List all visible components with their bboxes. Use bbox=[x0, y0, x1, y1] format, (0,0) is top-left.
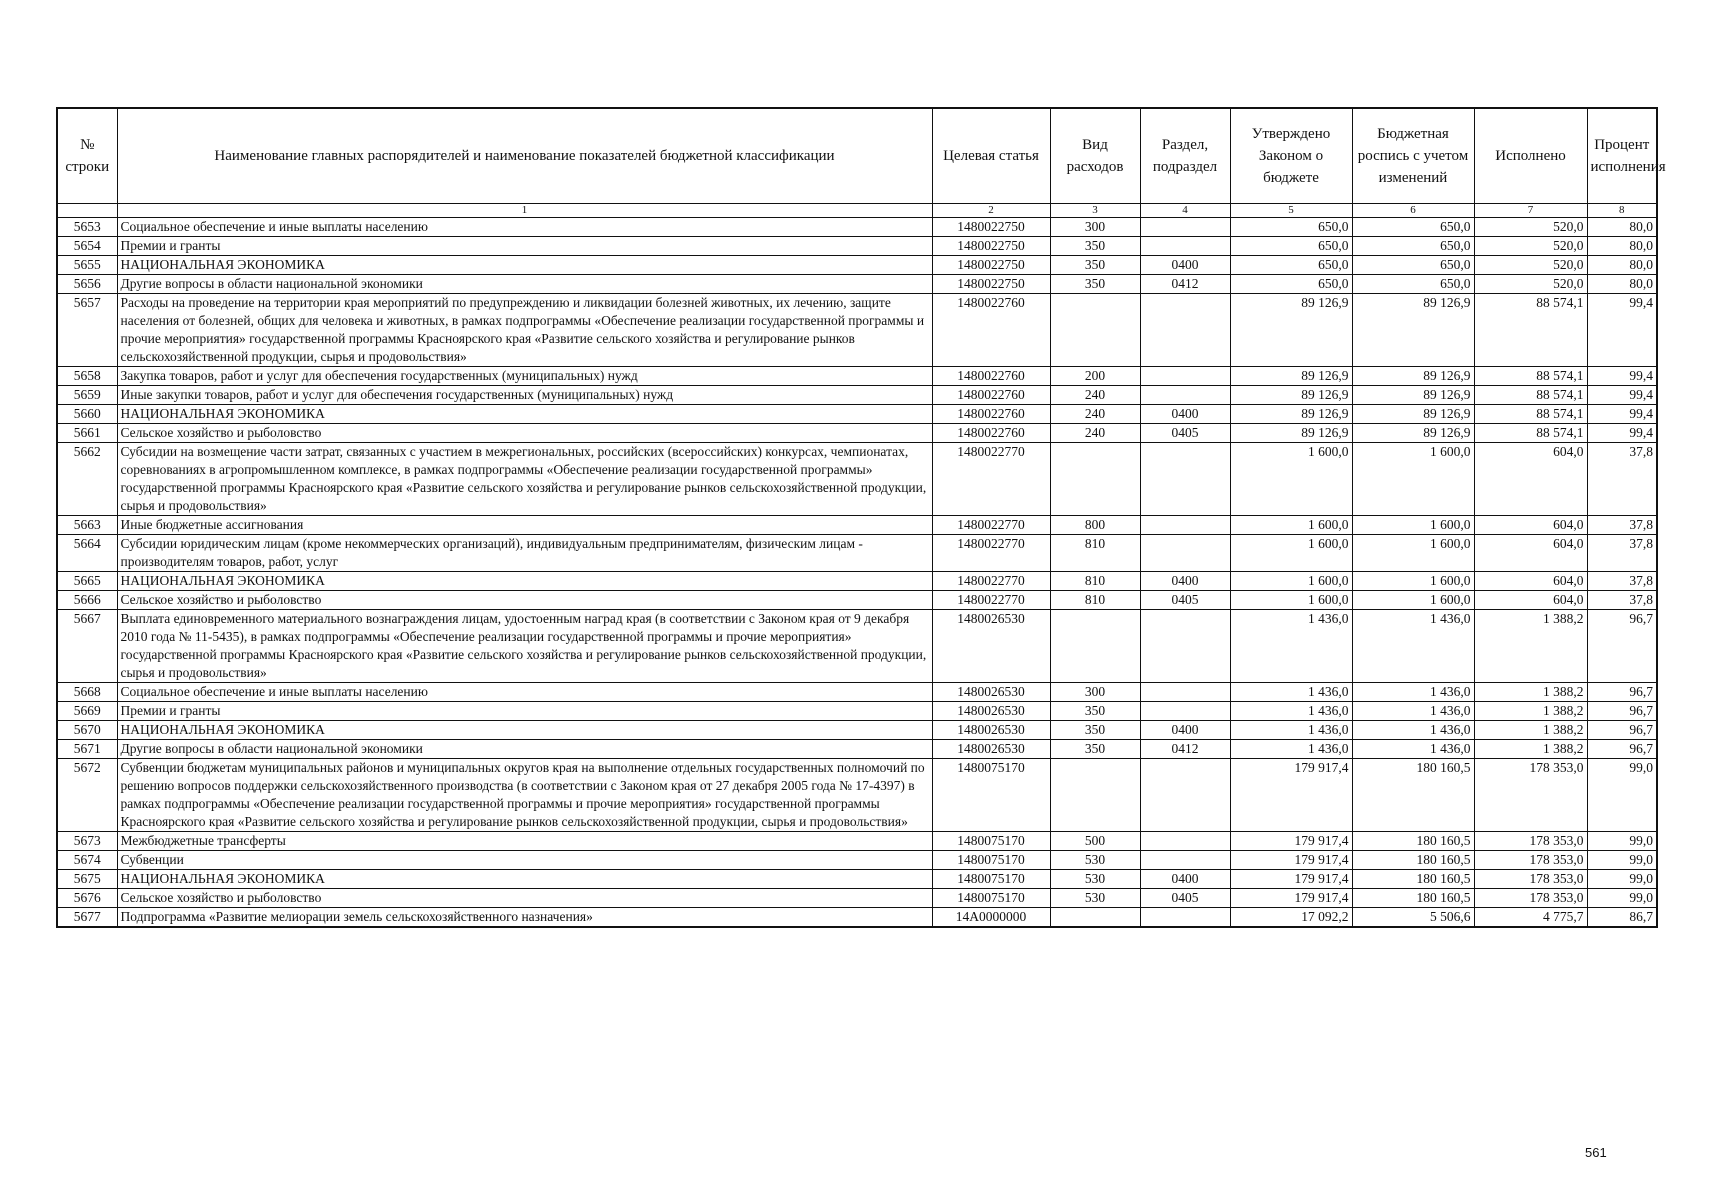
cell-kcsr: 1480022770 bbox=[932, 443, 1050, 516]
cell-approved: 1 436,0 bbox=[1230, 702, 1352, 721]
cell-rz bbox=[1140, 759, 1230, 832]
cell-vr: 810 bbox=[1050, 591, 1140, 610]
cell-schedule: 650,0 bbox=[1352, 237, 1474, 256]
cell-kcsr: 14А0000000 bbox=[932, 908, 1050, 928]
cell-executed: 178 353,0 bbox=[1474, 870, 1587, 889]
cell-name: Другие вопросы в области национальной экономики bbox=[117, 740, 932, 759]
cell-executed: 4 775,7 bbox=[1474, 908, 1587, 928]
cell-percent: 99,4 bbox=[1587, 405, 1657, 424]
cell-vr bbox=[1050, 759, 1140, 832]
cell-schedule: 650,0 bbox=[1352, 256, 1474, 275]
cell-percent: 99,0 bbox=[1587, 851, 1657, 870]
cell-vr: 300 bbox=[1050, 218, 1140, 237]
cell-schedule: 1 436,0 bbox=[1352, 721, 1474, 740]
cell-num: 5675 bbox=[57, 870, 117, 889]
col-number-blank bbox=[57, 204, 117, 218]
cell-percent: 99,0 bbox=[1587, 759, 1657, 832]
cell-num: 5662 bbox=[57, 443, 117, 516]
cell-percent: 37,8 bbox=[1587, 443, 1657, 516]
cell-percent: 37,8 bbox=[1587, 535, 1657, 572]
col-number: 4 bbox=[1140, 204, 1230, 218]
table-row bbox=[57, 367, 1657, 386]
cell-kcsr: 1480075170 bbox=[932, 832, 1050, 851]
cell-rz: 0400 bbox=[1140, 256, 1230, 275]
cell-approved: 179 917,4 bbox=[1230, 870, 1352, 889]
cell-approved: 179 917,4 bbox=[1230, 759, 1352, 832]
col-header-approved: Утверждено Законом о бюджете bbox=[1230, 108, 1352, 204]
cell-schedule: 89 126,9 bbox=[1352, 294, 1474, 367]
cell-approved: 1 600,0 bbox=[1230, 591, 1352, 610]
cell-percent: 80,0 bbox=[1587, 256, 1657, 275]
cell-kcsr: 1480026530 bbox=[932, 721, 1050, 740]
table-row bbox=[57, 294, 1657, 367]
cell-rz: 0400 bbox=[1140, 572, 1230, 591]
cell-num: 5664 bbox=[57, 535, 117, 572]
cell-executed: 178 353,0 bbox=[1474, 851, 1587, 870]
table-row bbox=[57, 572, 1657, 591]
cell-vr: 350 bbox=[1050, 740, 1140, 759]
cell-rz: 0400 bbox=[1140, 870, 1230, 889]
table-row bbox=[57, 256, 1657, 275]
col-header-percent: Процент исполнения bbox=[1587, 108, 1657, 204]
cell-schedule: 1 436,0 bbox=[1352, 740, 1474, 759]
cell-schedule: 180 160,5 bbox=[1352, 870, 1474, 889]
cell-num: 5667 bbox=[57, 610, 117, 683]
cell-kcsr: 1480022770 bbox=[932, 591, 1050, 610]
cell-vr: 350 bbox=[1050, 237, 1140, 256]
table-row bbox=[57, 702, 1657, 721]
table-row bbox=[57, 443, 1657, 516]
cell-vr: 240 bbox=[1050, 386, 1140, 405]
table-row bbox=[57, 740, 1657, 759]
cell-schedule: 1 600,0 bbox=[1352, 516, 1474, 535]
cell-schedule: 1 600,0 bbox=[1352, 443, 1474, 516]
cell-rz: 0412 bbox=[1140, 275, 1230, 294]
cell-name: НАЦИОНАЛЬНАЯ ЭКОНОМИКА bbox=[117, 405, 932, 424]
cell-executed: 178 353,0 bbox=[1474, 889, 1587, 908]
cell-approved: 1 600,0 bbox=[1230, 516, 1352, 535]
cell-kcsr: 1480022770 bbox=[932, 535, 1050, 572]
cell-num: 5669 bbox=[57, 702, 117, 721]
cell-kcsr: 1480022770 bbox=[932, 516, 1050, 535]
cell-kcsr: 1480022750 bbox=[932, 256, 1050, 275]
cell-kcsr: 1480075170 bbox=[932, 870, 1050, 889]
cell-approved: 89 126,9 bbox=[1230, 367, 1352, 386]
table-body bbox=[57, 218, 1657, 928]
cell-executed: 1 388,2 bbox=[1474, 610, 1587, 683]
cell-kcsr: 1480022760 bbox=[932, 424, 1050, 443]
cell-name: Подпрограмма «Развитие мелиорации земель сельскохозяйственного назначения» bbox=[117, 908, 932, 928]
cell-schedule: 1 436,0 bbox=[1352, 683, 1474, 702]
cell-kcsr: 1480022760 bbox=[932, 405, 1050, 424]
cell-percent: 99,4 bbox=[1587, 424, 1657, 443]
cell-executed: 178 353,0 bbox=[1474, 832, 1587, 851]
cell-approved: 1 436,0 bbox=[1230, 610, 1352, 683]
cell-executed: 520,0 bbox=[1474, 275, 1587, 294]
cell-num: 5657 bbox=[57, 294, 117, 367]
cell-schedule: 1 600,0 bbox=[1352, 591, 1474, 610]
cell-name: Сельское хозяйство и рыболовство bbox=[117, 424, 932, 443]
cell-name: Сельское хозяйство и рыболовство bbox=[117, 591, 932, 610]
cell-kcsr: 1480026530 bbox=[932, 740, 1050, 759]
col-header-executed: Исполнено bbox=[1474, 108, 1587, 204]
col-number: 5 bbox=[1230, 204, 1352, 218]
cell-name: Другие вопросы в области национальной экономики bbox=[117, 275, 932, 294]
cell-name: Премии и гранты bbox=[117, 702, 932, 721]
cell-approved: 179 917,4 bbox=[1230, 832, 1352, 851]
cell-schedule: 89 126,9 bbox=[1352, 424, 1474, 443]
cell-schedule: 1 600,0 bbox=[1352, 572, 1474, 591]
cell-name: Субсидии на возмещение части затрат, связанных с участием в межрегиональных, российских (всероссийских) конкурсах, чемпионатах, соревнованиях в агропромышленном комплексе, в рамках подпрограммы «Обеспечение реализации государственной программы» государственной программы Красноярского края «Развитие сельского хозяйства и регулирование рынков сельскохозяйственной продукции, сырья и продовольствия» bbox=[117, 443, 932, 516]
cell-kcsr: 1480075170 bbox=[932, 889, 1050, 908]
cell-percent: 37,8 bbox=[1587, 516, 1657, 535]
cell-percent: 80,0 bbox=[1587, 237, 1657, 256]
cell-rz bbox=[1140, 683, 1230, 702]
cell-name: Премии и гранты bbox=[117, 237, 932, 256]
cell-num: 5653 bbox=[57, 218, 117, 237]
cell-vr: 350 bbox=[1050, 256, 1140, 275]
cell-vr: 530 bbox=[1050, 870, 1140, 889]
cell-kcsr: 1480022760 bbox=[932, 294, 1050, 367]
cell-executed: 1 388,2 bbox=[1474, 702, 1587, 721]
cell-executed: 88 574,1 bbox=[1474, 424, 1587, 443]
cell-schedule: 650,0 bbox=[1352, 275, 1474, 294]
cell-executed: 1 388,2 bbox=[1474, 683, 1587, 702]
table-row bbox=[57, 851, 1657, 870]
cell-approved: 1 436,0 bbox=[1230, 740, 1352, 759]
cell-rz bbox=[1140, 237, 1230, 256]
cell-percent: 99,4 bbox=[1587, 294, 1657, 367]
cell-vr: 200 bbox=[1050, 367, 1140, 386]
cell-kcsr: 1480022750 bbox=[932, 218, 1050, 237]
cell-percent: 80,0 bbox=[1587, 218, 1657, 237]
cell-percent: 37,8 bbox=[1587, 572, 1657, 591]
table-row bbox=[57, 591, 1657, 610]
cell-vr: 530 bbox=[1050, 851, 1140, 870]
cell-rz bbox=[1140, 851, 1230, 870]
cell-vr bbox=[1050, 908, 1140, 928]
cell-num: 5670 bbox=[57, 721, 117, 740]
table-row bbox=[57, 832, 1657, 851]
cell-num: 5666 bbox=[57, 591, 117, 610]
table-row bbox=[57, 683, 1657, 702]
cell-rz: 0405 bbox=[1140, 424, 1230, 443]
table-row bbox=[57, 386, 1657, 405]
cell-kcsr: 1480022770 bbox=[932, 572, 1050, 591]
cell-vr: 300 bbox=[1050, 683, 1140, 702]
table-row bbox=[57, 610, 1657, 683]
cell-num: 5661 bbox=[57, 424, 117, 443]
cell-kcsr: 1480026530 bbox=[932, 610, 1050, 683]
cell-name: Социальное обеспечение и иные выплаты населению bbox=[117, 683, 932, 702]
cell-num: 5672 bbox=[57, 759, 117, 832]
col-number: 1 bbox=[117, 204, 932, 218]
cell-kcsr: 1480026530 bbox=[932, 702, 1050, 721]
cell-percent: 99,0 bbox=[1587, 870, 1657, 889]
cell-schedule: 180 160,5 bbox=[1352, 889, 1474, 908]
cell-executed: 88 574,1 bbox=[1474, 386, 1587, 405]
cell-kcsr: 1480075170 bbox=[932, 851, 1050, 870]
cell-schedule: 1 436,0 bbox=[1352, 702, 1474, 721]
table-row bbox=[57, 237, 1657, 256]
cell-num: 5654 bbox=[57, 237, 117, 256]
cell-percent: 96,7 bbox=[1587, 721, 1657, 740]
table-row bbox=[57, 535, 1657, 572]
cell-name: Иные бюджетные ассигнования bbox=[117, 516, 932, 535]
cell-vr: 350 bbox=[1050, 702, 1140, 721]
cell-schedule: 180 160,5 bbox=[1352, 832, 1474, 851]
cell-schedule: 1 436,0 bbox=[1352, 610, 1474, 683]
cell-rz bbox=[1140, 294, 1230, 367]
cell-rz: 0400 bbox=[1140, 405, 1230, 424]
cell-name: НАЦИОНАЛЬНАЯ ЭКОНОМИКА bbox=[117, 572, 932, 591]
cell-num: 5663 bbox=[57, 516, 117, 535]
table-row bbox=[57, 908, 1657, 928]
cell-vr: 500 bbox=[1050, 832, 1140, 851]
cell-percent: 96,7 bbox=[1587, 740, 1657, 759]
cell-num: 5660 bbox=[57, 405, 117, 424]
cell-kcsr: 1480022760 bbox=[932, 367, 1050, 386]
table-row bbox=[57, 759, 1657, 832]
cell-schedule: 650,0 bbox=[1352, 218, 1474, 237]
cell-num: 5659 bbox=[57, 386, 117, 405]
col-number: 2 bbox=[932, 204, 1050, 218]
cell-executed: 604,0 bbox=[1474, 443, 1587, 516]
cell-vr bbox=[1050, 294, 1140, 367]
cell-schedule: 5 506,6 bbox=[1352, 908, 1474, 928]
cell-executed: 604,0 bbox=[1474, 535, 1587, 572]
cell-approved: 650,0 bbox=[1230, 218, 1352, 237]
cell-name: Расходы на проведение на территории края мероприятий по предупреждению и ликвидации болезней животных, их лечению, защите населения от болезней, общих для человека и животных, в рамках подпрограммы «Обеспечение реализации государственной программы и прочие мероприятия» государственной программы Красноярского края «Развитие сельского хозяйства и регулирование рынков сельскохозяйственной продукции, сырья и продовольствия» bbox=[117, 294, 932, 367]
cell-approved: 179 917,4 bbox=[1230, 851, 1352, 870]
cell-rz bbox=[1140, 443, 1230, 516]
cell-name: Сельское хозяйство и рыболовство bbox=[117, 889, 932, 908]
cell-executed: 88 574,1 bbox=[1474, 367, 1587, 386]
cell-schedule: 89 126,9 bbox=[1352, 367, 1474, 386]
cell-percent: 86,7 bbox=[1587, 908, 1657, 928]
cell-approved: 650,0 bbox=[1230, 237, 1352, 256]
table-row bbox=[57, 424, 1657, 443]
table-row bbox=[57, 405, 1657, 424]
cell-name: Межбюджетные трансферты bbox=[117, 832, 932, 851]
cell-percent: 96,7 bbox=[1587, 702, 1657, 721]
cell-num: 5665 bbox=[57, 572, 117, 591]
cell-approved: 89 126,9 bbox=[1230, 405, 1352, 424]
cell-rz bbox=[1140, 610, 1230, 683]
cell-num: 5668 bbox=[57, 683, 117, 702]
cell-name: Социальное обеспечение и иные выплаты населению bbox=[117, 218, 932, 237]
cell-name: Закупка товаров, работ и услуг для обеспечения государственных (муниципальных) нужд bbox=[117, 367, 932, 386]
cell-name: НАЦИОНАЛЬНАЯ ЭКОНОМИКА bbox=[117, 721, 932, 740]
cell-name: НАЦИОНАЛЬНАЯ ЭКОНОМИКА bbox=[117, 870, 932, 889]
cell-approved: 650,0 bbox=[1230, 256, 1352, 275]
table-row bbox=[57, 516, 1657, 535]
cell-kcsr: 1480075170 bbox=[932, 759, 1050, 832]
cell-rz: 0412 bbox=[1140, 740, 1230, 759]
cell-approved: 17 092,2 bbox=[1230, 908, 1352, 928]
cell-approved: 1 600,0 bbox=[1230, 443, 1352, 516]
cell-rz bbox=[1140, 832, 1230, 851]
cell-percent: 96,7 bbox=[1587, 610, 1657, 683]
cell-approved: 1 436,0 bbox=[1230, 721, 1352, 740]
col-header-name: Наименование главных распорядителей и наименование показателей бюджетной классификации bbox=[117, 108, 932, 204]
cell-rz bbox=[1140, 218, 1230, 237]
col-header-schedule: Бюджетная роспись с учетом изменений bbox=[1352, 108, 1474, 204]
cell-kcsr: 1480022750 bbox=[932, 237, 1050, 256]
col-number: 6 bbox=[1352, 204, 1474, 218]
cell-num: 5676 bbox=[57, 889, 117, 908]
cell-name: Субсидии юридическим лицам (кроме некоммерческих организаций), индивидуальным предпринимателям, физическим лицам - производителям товаров, работ, услуг bbox=[117, 535, 932, 572]
cell-vr: 800 bbox=[1050, 516, 1140, 535]
budget-table bbox=[56, 107, 1666, 928]
cell-rz: 0405 bbox=[1140, 591, 1230, 610]
page-number: 561 bbox=[1585, 1145, 1607, 1160]
table-row bbox=[57, 870, 1657, 889]
cell-percent: 80,0 bbox=[1587, 275, 1657, 294]
cell-schedule: 89 126,9 bbox=[1352, 386, 1474, 405]
cell-percent: 99,0 bbox=[1587, 832, 1657, 851]
cell-executed: 88 574,1 bbox=[1474, 405, 1587, 424]
cell-percent: 37,8 bbox=[1587, 591, 1657, 610]
col-header-kcsr: Целевая статья bbox=[932, 108, 1050, 204]
cell-num: 5673 bbox=[57, 832, 117, 851]
col-number: 3 bbox=[1050, 204, 1140, 218]
cell-approved: 650,0 bbox=[1230, 275, 1352, 294]
cell-percent: 99,4 bbox=[1587, 367, 1657, 386]
cell-schedule: 1 600,0 bbox=[1352, 535, 1474, 572]
cell-approved: 89 126,9 bbox=[1230, 424, 1352, 443]
table-row bbox=[57, 218, 1657, 237]
cell-executed: 520,0 bbox=[1474, 218, 1587, 237]
cell-vr: 350 bbox=[1050, 275, 1140, 294]
table-row bbox=[57, 889, 1657, 908]
cell-approved: 89 126,9 bbox=[1230, 294, 1352, 367]
cell-vr bbox=[1050, 610, 1140, 683]
cell-name: НАЦИОНАЛЬНАЯ ЭКОНОМИКА bbox=[117, 256, 932, 275]
cell-name: Субвенции бюджетам муниципальных районов и муниципальных округов края на выполнение отдельных государственных полномочий по решению вопросов поддержки сельскохозяйственного производства (в соответствии с Законом края от 27 декабря 2005 года № 17-4397) в рамках подпрограммы «Обеспечение реализации государственной программы и прочие мероприятия» государственной программы Красноярского края «Развитие сельского хозяйства и регулирование рынков сельскохозяйственной продукции, сырья и продовольствия» bbox=[117, 759, 932, 832]
table-row bbox=[57, 275, 1657, 294]
col-header-vr: Вид расходов bbox=[1050, 108, 1140, 204]
table-row bbox=[57, 721, 1657, 740]
cell-schedule: 180 160,5 bbox=[1352, 759, 1474, 832]
cell-approved: 1 600,0 bbox=[1230, 535, 1352, 572]
cell-approved: 1 600,0 bbox=[1230, 572, 1352, 591]
col-number: 7 bbox=[1474, 204, 1587, 218]
cell-executed: 604,0 bbox=[1474, 516, 1587, 535]
cell-schedule: 89 126,9 bbox=[1352, 405, 1474, 424]
table-header bbox=[57, 108, 1666, 218]
cell-approved: 179 917,4 bbox=[1230, 889, 1352, 908]
cell-num: 5658 bbox=[57, 367, 117, 386]
cell-vr: 350 bbox=[1050, 721, 1140, 740]
cell-executed: 520,0 bbox=[1474, 237, 1587, 256]
cell-executed: 520,0 bbox=[1474, 256, 1587, 275]
cell-percent: 99,4 bbox=[1587, 386, 1657, 405]
cell-kcsr: 1480022750 bbox=[932, 275, 1050, 294]
cell-rz bbox=[1140, 386, 1230, 405]
cell-kcsr: 1480022760 bbox=[932, 386, 1050, 405]
cell-rz bbox=[1140, 908, 1230, 928]
cell-approved: 1 436,0 bbox=[1230, 683, 1352, 702]
cell-approved: 89 126,9 bbox=[1230, 386, 1352, 405]
cell-num: 5674 bbox=[57, 851, 117, 870]
cell-num: 5677 bbox=[57, 908, 117, 928]
col-header-rz: Раздел, подраздел bbox=[1140, 108, 1230, 204]
col-number: 8 bbox=[1587, 204, 1657, 218]
cell-rz bbox=[1140, 367, 1230, 386]
cell-schedule: 180 160,5 bbox=[1352, 851, 1474, 870]
cell-rz bbox=[1140, 516, 1230, 535]
cell-kcsr: 1480026530 bbox=[932, 683, 1050, 702]
cell-vr bbox=[1050, 443, 1140, 516]
cell-executed: 604,0 bbox=[1474, 591, 1587, 610]
cell-num: 5671 bbox=[57, 740, 117, 759]
cell-executed: 604,0 bbox=[1474, 572, 1587, 591]
cell-rz bbox=[1140, 535, 1230, 572]
cell-executed: 1 388,2 bbox=[1474, 740, 1587, 759]
cell-percent: 99,0 bbox=[1587, 889, 1657, 908]
cell-executed: 88 574,1 bbox=[1474, 294, 1587, 367]
cell-name: Субвенции bbox=[117, 851, 932, 870]
cell-vr: 240 bbox=[1050, 424, 1140, 443]
cell-num: 5656 bbox=[57, 275, 117, 294]
cell-vr: 810 bbox=[1050, 535, 1140, 572]
cell-vr: 530 bbox=[1050, 889, 1140, 908]
cell-executed: 1 388,2 bbox=[1474, 721, 1587, 740]
cell-name: Выплата единовременного материального вознаграждения лицам, удостоенным наград края (в соответствии с Законом края от 9 декабря 2010 года № 11-5435), в рамках подпрограммы «Обеспечение реализации государственной программы и прочие мероприятия» государственной программы Красноярского края «Развитие сельского хозяйства и регулирование рынков сельскохозяйственной продукции, сырья и продовольствия» bbox=[117, 610, 932, 683]
cell-num: 5655 bbox=[57, 256, 117, 275]
cell-name: Иные закупки товаров, работ и услуг для обеспечения государственных (муниципальных) нужд bbox=[117, 386, 932, 405]
cell-percent: 96,7 bbox=[1587, 683, 1657, 702]
cell-rz bbox=[1140, 702, 1230, 721]
cell-vr: 810 bbox=[1050, 572, 1140, 591]
cell-rz: 0405 bbox=[1140, 889, 1230, 908]
cell-vr: 240 bbox=[1050, 405, 1140, 424]
cell-rz: 0400 bbox=[1140, 721, 1230, 740]
col-header-num: № строки bbox=[57, 108, 117, 204]
cell-executed: 178 353,0 bbox=[1474, 759, 1587, 832]
